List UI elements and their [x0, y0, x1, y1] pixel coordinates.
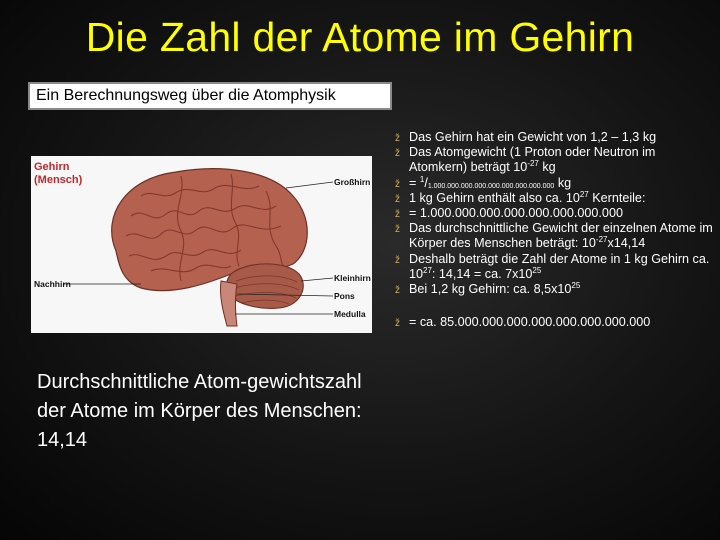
- bullet-text: : 14,14 = ca. 7x10: [431, 266, 533, 281]
- bullet-marker-icon: ž: [395, 148, 400, 160]
- brain-figure: [31, 156, 372, 333]
- label-grosshirn: Großhirn: [334, 177, 371, 187]
- bullet-item: [395, 191, 713, 206]
- bullet-text: kg: [554, 175, 572, 190]
- exponent: -27: [595, 235, 608, 245]
- bullet-text: Das Gehirn hat ein Gewicht von 1,2 – 1,3 kg: [409, 130, 657, 144]
- bullet-item: [395, 176, 713, 191]
- figure-title-line1: Gehirn: [34, 161, 70, 173]
- bullet-marker-icon: ž: [395, 209, 400, 221]
- bullet-marker-icon: ž: [395, 193, 400, 205]
- bullet-item: [395, 221, 713, 251]
- bullet-text: Das durchschnittliche Gewicht der einzelnen Atome im Körper des Menschen beträgt: 10: [409, 221, 713, 251]
- bullet-text: kg: [538, 160, 556, 175]
- slide-title: Die Zahl der Atome im Gehirn: [85, 14, 635, 60]
- bullet-item: [395, 252, 713, 282]
- bullet-text: = 1.000.000.000.000.000.000.000.000: [409, 206, 623, 221]
- bullet-item: [395, 145, 713, 175]
- bullet-marker-icon: ž: [395, 285, 400, 297]
- figure-title: [34, 161, 104, 187]
- bullet-text: Deshalb beträgt die Zahl der Atome in 1 kg Gehirn ca. 10: [409, 251, 710, 281]
- exponent: 25: [571, 281, 581, 291]
- label-pons: Pons: [334, 291, 355, 301]
- bullet-list: [395, 130, 713, 330]
- caption-text: Durchschnittliche Atom-gewichtszahl der Atome im Körper des Menschen: 14,14: [37, 371, 362, 451]
- bullet-item: [395, 282, 713, 297]
- bullet-marker-icon: ž: [395, 178, 400, 190]
- bullet-text: Das Atomgewicht (1 Proton oder Neutron im Atomkern) beträgt 10: [409, 145, 656, 175]
- fraction-slash: /: [424, 175, 428, 190]
- subtitle-box: Ein Berechnungsweg über die Atomphysik: [28, 82, 392, 110]
- bullet-marker-icon: ž: [395, 254, 400, 266]
- bullet-text: =: [409, 175, 420, 190]
- bullet-marker-icon: ž: [395, 133, 400, 144]
- exponent: 27: [579, 189, 589, 199]
- exponent: 27: [423, 265, 432, 275]
- bullet-marker-icon: ž: [395, 224, 400, 236]
- label-medulla: Medulla: [334, 309, 366, 319]
- exponent: 25: [532, 265, 542, 275]
- label-kleinhirn: Kleinhirn: [334, 273, 371, 283]
- bullet-text: = ca. 85.000.000.000.000.000.000.000.000: [409, 315, 651, 330]
- bullet-text: x14,14: [607, 236, 646, 251]
- figure-title-line2: (Mensch): [34, 174, 83, 186]
- bullet-text: Kernteile:: [588, 190, 646, 205]
- bullet-text: 1 kg Gehirn enthält also ca. 10: [409, 190, 580, 205]
- exponent: -27: [527, 159, 539, 169]
- bullet-text: Bei 1,2 kg Gehirn: ca. 8,5x10: [409, 282, 572, 297]
- fraction-numerator: 1: [419, 174, 425, 184]
- bullet-marker-icon: ž: [395, 318, 400, 330]
- bullet-item: [395, 130, 713, 145]
- fraction-denominator: 1.000.000.000.000.000.000.000.000.000: [427, 182, 555, 190]
- label-nachhirn: Nachhirn: [34, 279, 71, 289]
- bullet-item: [395, 315, 713, 330]
- bullet-item: [395, 206, 713, 221]
